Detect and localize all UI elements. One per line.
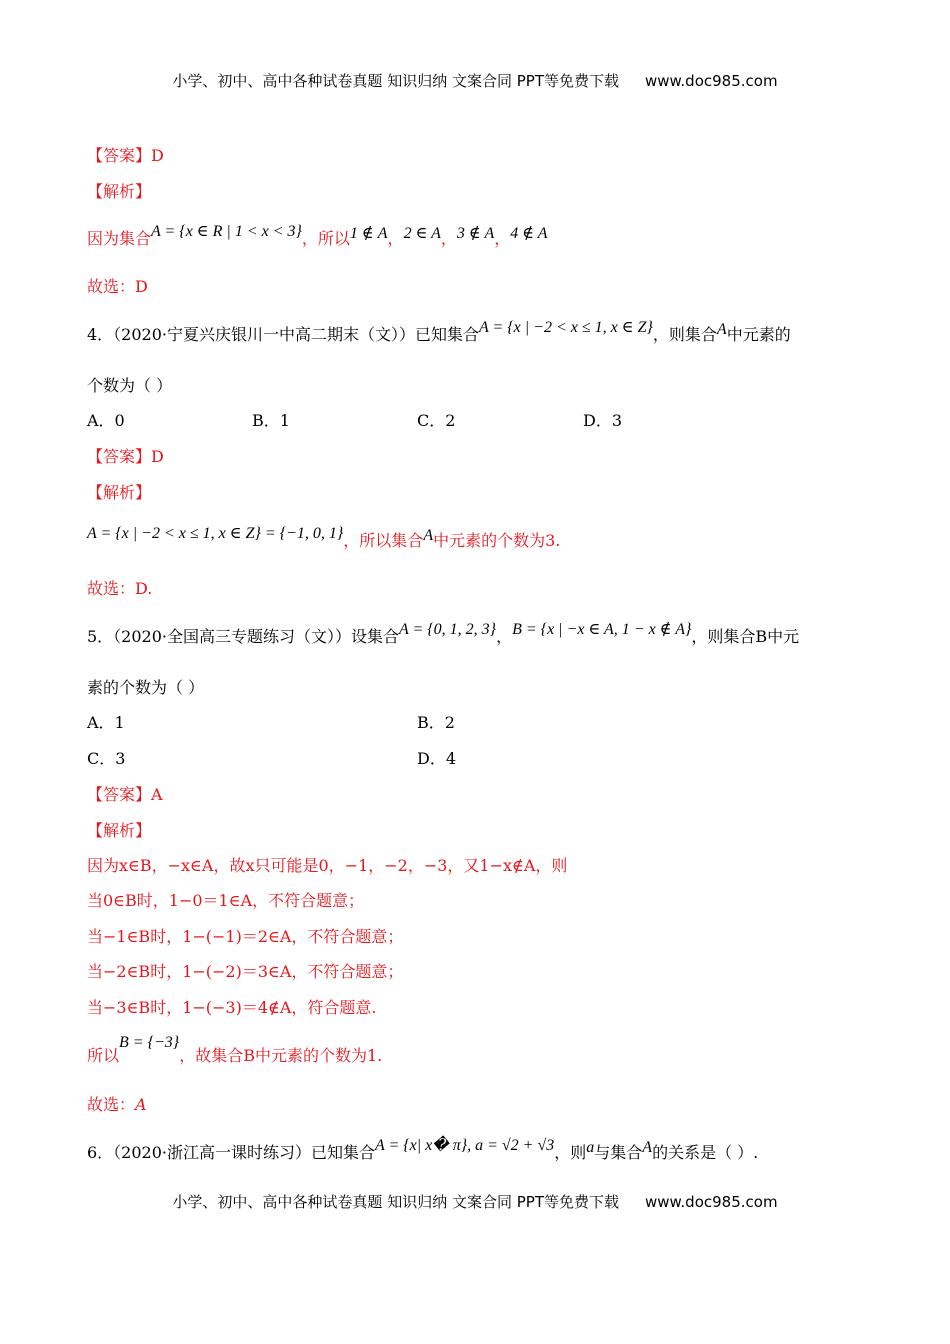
q6-stem-post3: 的关系是（ ）. [652, 1143, 759, 1162]
q4-conclusion: 故选：D. [87, 579, 153, 598]
q3-analysis-label: 【解析】 [87, 182, 152, 201]
q3-math-3: 3 ∉ A [456, 225, 495, 242]
q6-stem-post1: ，则 [554, 1143, 587, 1162]
q5-stem-post: ，则集合B中元 [691, 627, 800, 646]
q5-analysis-last [87, 1034, 383, 1068]
q4-stem-line2: 个数为（ ） [87, 376, 173, 395]
q4-answer: 【答案】D [87, 447, 164, 466]
q4-analysis-label: 【解析】 [87, 483, 152, 502]
header-url[interactable]: www.doc985.com [644, 72, 778, 90]
q5-stem-math-1: A = {0, 1, 2, 3} [399, 621, 497, 638]
q4-stem-pre: 4．（2020·宁夏兴庆银川一中高二期末（文））已知集合 [87, 325, 479, 344]
q3-math-2: 2 ∈ A [403, 225, 441, 242]
q5-stem-pre: 5．（2020·全国高三专题练习（文））设集合 [87, 627, 399, 646]
q3-conclusion: 故选：D [87, 277, 148, 296]
q4-stem-math: A = {x | −2 < x ≤ 1, x ∈ Z} [479, 319, 653, 336]
q5-analysis-line-2: 当0∈B时，1−0＝1∈A，不符合题意； [87, 891, 365, 910]
q5-option-c[interactable]: C．3 [87, 749, 126, 768]
q5-analysis-line-4: 当−2∈B时，1−(−2)＝3∈A，不符合题意； [87, 962, 404, 981]
q4-option-a[interactable]: A．0 [87, 411, 125, 430]
q4-solution-line [87, 525, 561, 553]
q6-stem-math-a: a [586, 1139, 595, 1156]
q5-last-math: B = {−3} [119, 1034, 180, 1051]
footer-text: 小学、初中、高中各种试卷真题 知识归纳 文案合同 PPT等免费下载 [172, 1193, 619, 1211]
q4-sol-math-A: A [423, 527, 434, 544]
q5-conclusion-pre: 故选： [87, 1095, 136, 1114]
q4-stem-post2: 中元素的 [726, 325, 791, 344]
q3-line-mid: ，所以 [301, 229, 350, 248]
q3-math-set: A = {x ∈ R | 1 < x < 3} [151, 223, 302, 240]
q5-analysis-line-1: 因为x∈B，−x∈A，故x只可能是0，−1，−2，−3，又1−x∉A，则 [87, 856, 568, 875]
q6-stem-math: A = {x| x� π}, a = √2 + √3 [375, 1137, 555, 1154]
q5-stem-line2: 素的个数为（ ） [87, 678, 205, 697]
q6-stem-math-A: A [642, 1139, 653, 1156]
q5-option-d[interactable]: D．4 [417, 749, 457, 768]
q5-stem-sep: ， [496, 627, 513, 646]
page-header [0, 70, 950, 91]
q5-option-a[interactable]: A．1 [87, 713, 125, 732]
q3-math-4: 4 ∉ A [510, 225, 548, 242]
q6-stem-pre: 6．（2020·浙江高一课时练习）已知集合 [87, 1143, 375, 1162]
q5-conclusion [87, 1094, 147, 1116]
q3-sep3: ， [494, 229, 511, 248]
q5-stem [87, 621, 800, 649]
q4-stem-math-A: A [716, 321, 727, 338]
q3-sep1: ， [387, 229, 404, 248]
q3-solution-line [87, 223, 548, 251]
q5-option-b[interactable]: B．2 [417, 713, 455, 732]
q5-analysis-line-3: 当−1∈B时，1−(−1)＝2∈A，不符合题意； [87, 927, 404, 946]
q3-answer: 【答案】D [87, 146, 164, 165]
footer-url[interactable]: www.doc985.com [644, 1193, 778, 1211]
q5-last-pre: 所以 [87, 1046, 120, 1065]
q6-stem-post2: 与集合 [594, 1143, 643, 1162]
q5-conclusion-val: A [135, 1095, 147, 1114]
header-text: 小学、初中、高中各种试卷真题 知识归纳 文案合同 PPT等免费下载 [172, 72, 619, 90]
q5-analysis-label: 【解析】 [87, 821, 152, 840]
q4-sol-text2: 中元素的个数为3. [433, 531, 561, 550]
q4-option-c[interactable]: C．2 [417, 411, 456, 430]
page-footer [0, 1191, 950, 1212]
q5-answer: 【答案】A [87, 785, 163, 804]
q5-stem-math-2: B = {x | −x ∈ A, 1 − x ∉ A} [512, 621, 692, 638]
q4-option-b[interactable]: B．1 [252, 411, 290, 430]
q3-math-1: 1 ∉ A [349, 225, 388, 242]
q4-sol-text1: ，所以集合 [343, 531, 424, 550]
q5-analysis-line-5: 当−3∈B时，1−(−3)＝4∉A，符合题意. [87, 998, 377, 1017]
q3-line-pre: 因为集合 [87, 229, 152, 248]
q5-last-post: ，故集合B中元素的个数为1. [179, 1046, 383, 1065]
q6-stem [87, 1137, 759, 1165]
q4-option-d[interactable]: D．3 [583, 411, 623, 430]
q4-stem [87, 319, 791, 347]
q3-sep2: ， [440, 229, 457, 248]
q4-sol-math: A = {x | −2 < x ≤ 1, x ∈ Z} = {−1, 0, 1} [87, 525, 344, 542]
q4-stem-post1: ，则集合 [652, 325, 717, 344]
